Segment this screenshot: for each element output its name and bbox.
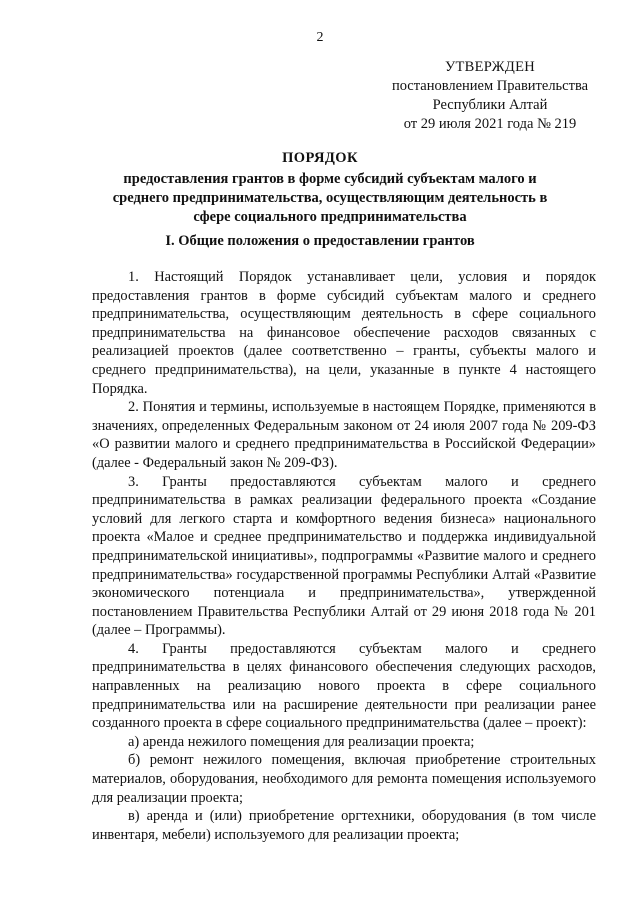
paragraph-2: 2. Понятия и термины, используемые в настоящем Порядке, применяются в значениях, определенных Федеральным законом от 24 июля 2007 года № 209-ФЗ «О развитии малого и среднего предпринимательства в Российской Федерации» (далее - Федеральный закон № 209-ФЗ). [92, 399, 596, 471]
page-number: 2 [316, 30, 324, 45]
paragraph-4: 4. Гранты предоставляются субъектам малого и среднего предпринимательства в целях финансового обеспечения следующих расходов, направленных на реализацию нового проекта в сфере социального предпринимательства или на расширение деятельности при реализации ранее созданного проекта в сфере социального предпринимательства (далее – проект): [92, 640, 596, 732]
document-body [92, 268, 596, 844]
document-subtitle: предоставления грантов в форме субсидий субъектам малого и среднего предпринимательства, осуществляющим деятельность в сфере социального предпринимательства [112, 171, 548, 225]
paragraph-3: 3. Гранты предоставляются субъектам малого и среднего предпринимательства в рамках реализации федерального проекта «Создание условий для легкого старта и комфортного ведения бизнеса» национального проекта «Малое и среднее предпринимательство и поддержка индивидуальной предпринимательской инициативы», подпрограммы «Развитие малого и среднего предпринимательства» государственной программы Республики Алтай «Развитие экономического потенциала и предпринимательства», утвержденной постановлением Правительства Республики Алтай от 29 июня 2018 года № 201 (далее – Программы). [92, 473, 596, 639]
approval-block [370, 58, 610, 134]
section-heading: I. Общие положения о предоставлении грантов [165, 233, 475, 249]
list-item-v: в) аренда и (или) приобретение оргтехники, оборудования (в том числе инвентаря, мебели) используемого для реализации проекта; [92, 808, 596, 843]
paragraph-1: 1. Настоящий Порядок устанавливает цели, условия и порядок предоставления грантов в форме субсидий субъектам малого и среднего предпринимательства, осуществляющим деятельность в сфере социального предпринимательства на финансовое обеспечение расходов связанных с реализацией проектов (далее соответственно – гранты, субъекты малого и среднего предпринимательства), на цели, указанные в пункте 4 настоящего Порядка. [92, 269, 596, 397]
document-title: ПОРЯДОК [282, 150, 358, 166]
approval-line-2: Республики Алтай [432, 97, 548, 113]
list-item-b: б) ремонт нежилого помещения, включая приобретение строительных материалов, оборудования, необходимого для ремонта помещения используемого для реализации проекта; [92, 752, 596, 806]
list-item-a: а) аренда нежилого помещения для реализации проекта; [128, 733, 475, 750]
approval-line-3: от 29 июля 2021 года № 219 [403, 116, 577, 132]
approval-line-1: постановлением Правительства [391, 78, 589, 94]
approval-heading: УТВЕРЖДЕН [444, 59, 536, 75]
